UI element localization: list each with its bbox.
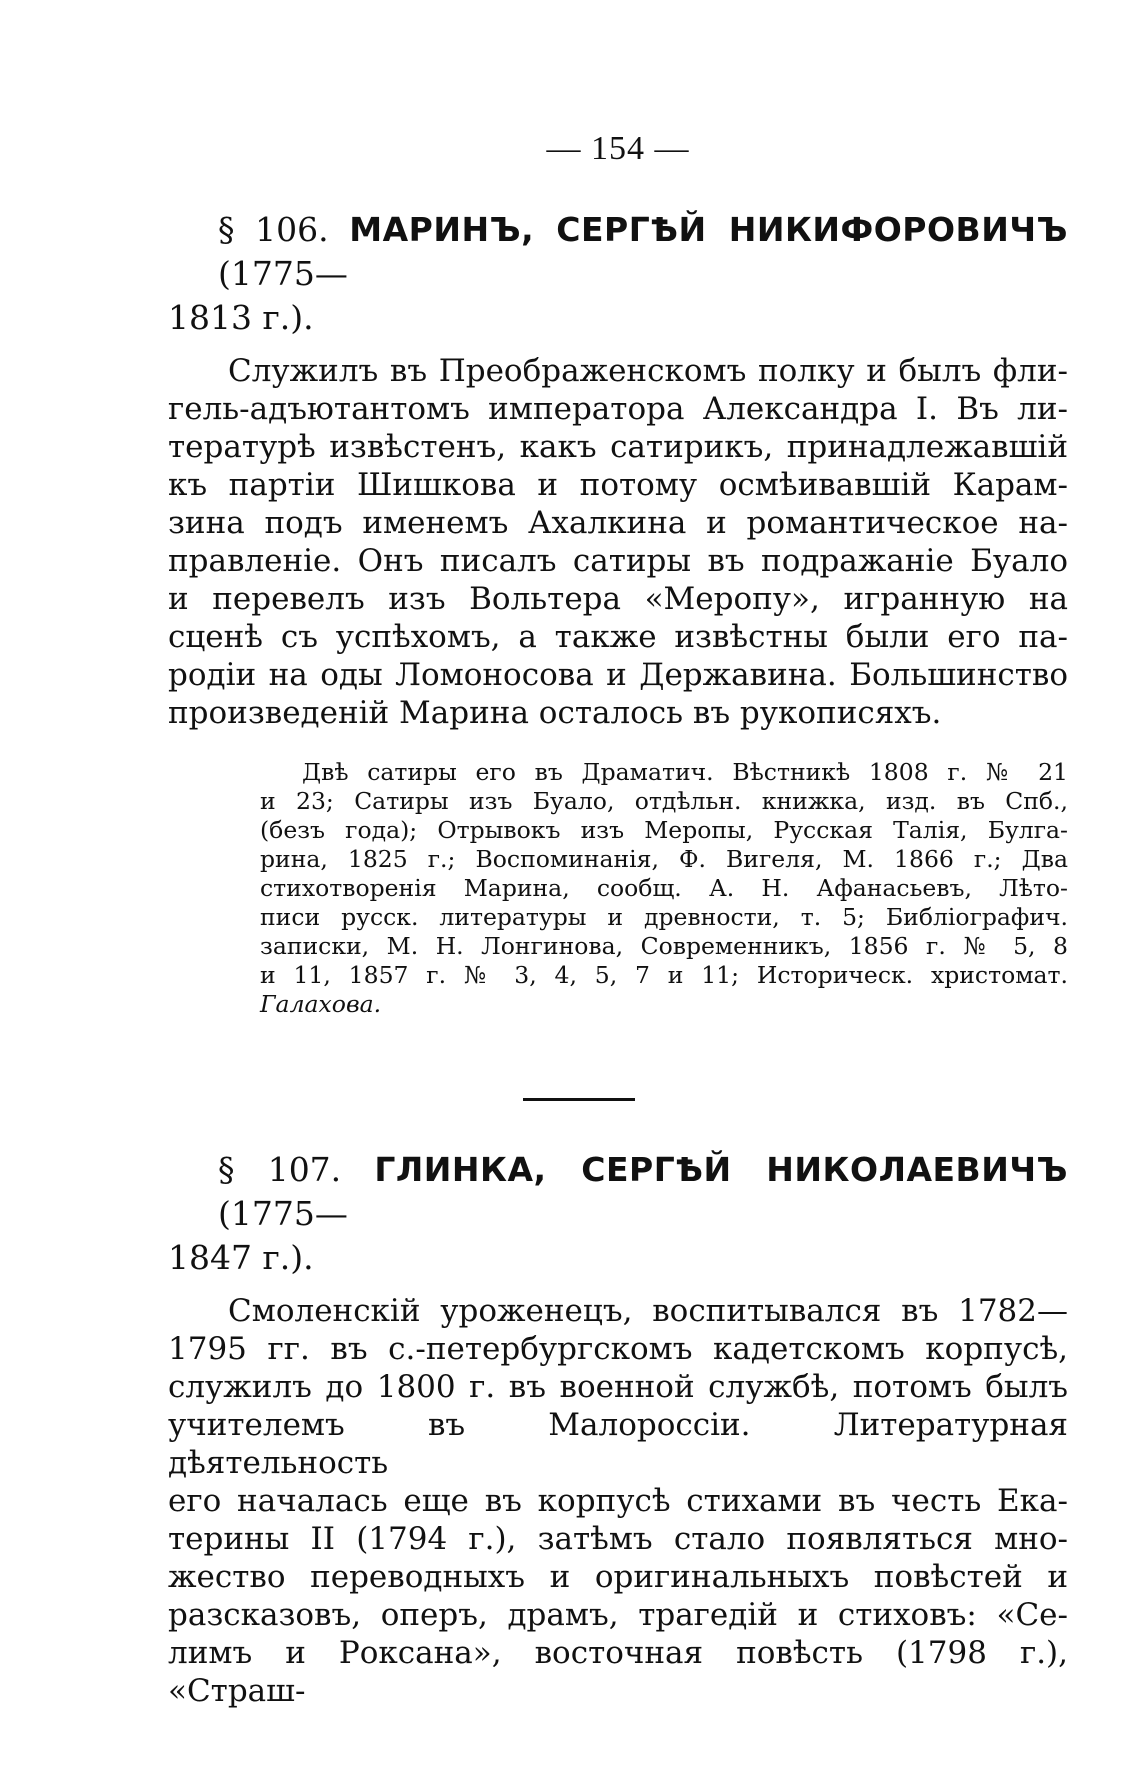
body-line: разсказовъ, оперъ, драмъ, трагедій и стиховъ: «Се- (168, 1597, 1068, 1633)
section-dates-start: (1775— (218, 1194, 348, 1233)
section-heading (168, 208, 1068, 340)
page-number: — 154 — (546, 130, 690, 167)
body-line: тературѣ извѣстенъ, какъ сатирикъ, принадлежавшій (168, 429, 1068, 465)
body-line: жество переводныхъ и оригинальныхъ повѣстей и (168, 1559, 1068, 1595)
section-number: § 106. (218, 210, 329, 249)
heading-line-1 (168, 1148, 1068, 1236)
section-heading (168, 1148, 1068, 1280)
body-line: терины II (1794 г.), затѣмъ стало появляться мно- (168, 1521, 1068, 1557)
body-line: правленіе. Онъ писалъ сатиры въ подражаніе Буало (168, 543, 1068, 579)
section-dates-start: (1775— (218, 254, 348, 293)
section-dates-end: 1813 г.). (168, 298, 314, 337)
bibliography-line: Галахова. (260, 990, 382, 1018)
body-line: родіи на оды Ломоносова и Державина. Большинство (168, 657, 1068, 693)
bibliography-line: (безъ года); Отрывокъ изъ Меропы, Русская Талія, Булга- (260, 816, 1068, 844)
body-line: и перевелъ изъ Вольтера «Меропу», игранную на (168, 581, 1068, 617)
heading-line-1 (168, 208, 1068, 296)
body-line: учителемъ въ Малороссіи. Литературная дѣятельность (168, 1407, 1068, 1481)
body-line: сценѣ съ успѣхомъ, а также извѣстны были его па- (168, 619, 1068, 655)
bibliography-line: записки, М. Н. Лонгинова, Современникъ, 1856 г. № 5, 8 (260, 932, 1068, 960)
bibliography-line: и 23; Сатиры изъ Буало, отдѣльн. книжка, изд. въ Спб., (260, 787, 1068, 815)
section-107 (168, 1148, 1068, 1710)
body-line: зина подъ именемъ Ахалкина и романтическое на- (168, 505, 1068, 541)
bibliography-note (260, 758, 1068, 1019)
section-dates-end: 1847 г.). (168, 1238, 314, 1277)
body-line: Смоленскій уроженецъ, воспитывался въ 1782— (228, 1293, 1068, 1329)
bibliography-line: стихотворенія Марина, сообщ. А. Н. Афанасьевъ, Лѣто- (260, 874, 1068, 902)
bibliography-line: Двѣ сатиры его въ Драматич. Вѣстникѣ 1808 г. № 21 (302, 758, 1068, 786)
section-body (168, 1292, 1068, 1710)
section-divider (523, 1098, 635, 1101)
bibliography-line: и 11, 1857 г. № 3, 4, 5, 7 и 11; Историческ. христомат. (260, 961, 1068, 989)
body-line: 1795 гг. въ с.-петербургскомъ кадетскомъ корпусѣ, (168, 1331, 1068, 1367)
body-line: гель-адъютантомъ императора Александра I. Въ ли- (168, 391, 1068, 427)
section-name: МАРИНЪ, СЕРГѢЙ НИКИФОРОВИЧЪ (349, 210, 1068, 249)
section-body (168, 352, 1068, 732)
section-name: ГЛИНКА, СЕРГѢЙ НИКОЛАЕВИЧЪ (374, 1150, 1068, 1189)
bibliography-line: писи русск. литературы и древности, т. 5; Библіографич. (260, 903, 1068, 931)
section-106 (168, 208, 1068, 1019)
body-line: Служилъ въ Преображенскомъ полку и былъ фли- (228, 353, 1068, 389)
body-line: къ партіи Шишкова и потому осмѣивавшій Карам- (168, 467, 1068, 503)
body-line: произведеній Марина осталось въ рукописяхъ. (168, 695, 942, 731)
section-number: § 107. (218, 1150, 342, 1189)
body-line: служилъ до 1800 г. въ военной службѣ, потомъ былъ (168, 1369, 1068, 1405)
body-line: лимъ и Роксана», восточная повѣсть (1798 г.), «Страш- (168, 1635, 1068, 1709)
bibliography-line: рина, 1825 г.; Воспоминанія, Ф. Вигеля, М. 1866 г.; Два (260, 845, 1068, 873)
body-line: его началась еще въ корпусѣ стихами въ честь Ека- (168, 1483, 1068, 1519)
